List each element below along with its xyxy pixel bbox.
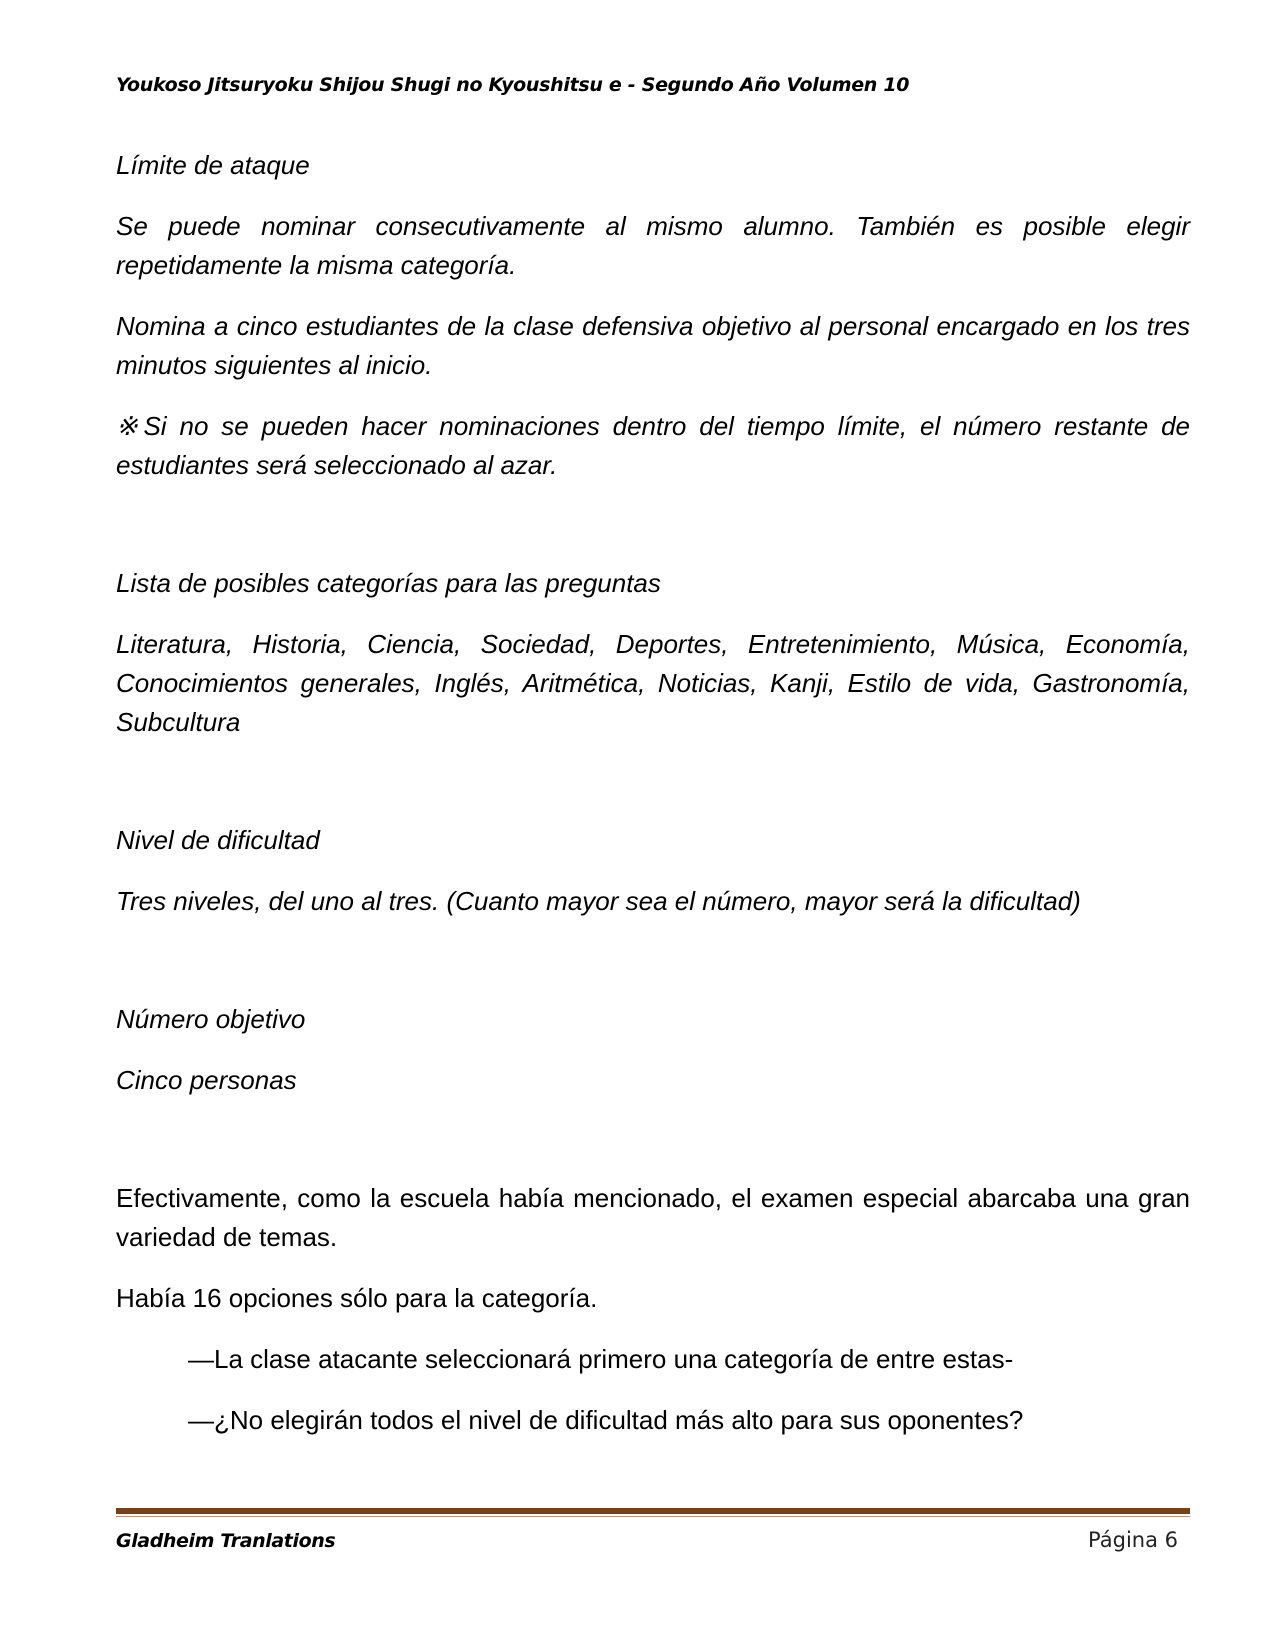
footer-divider-thin bbox=[116, 1516, 1190, 1517]
running-header: Youkoso Jitsuryoku Shijou Shugi no Kyoushitsu e - Segundo Año Volumen 10 bbox=[116, 74, 910, 96]
random-selection-note: ※Si no se pueden hacer nominaciones dentro del tiempo límite, el número restante de estudiantes será seleccionado al azar. bbox=[116, 411, 1190, 480]
section-heading-categories: Lista de posibles categorías para las preguntas bbox=[116, 568, 661, 598]
section-heading-attack-limit: Límite de ataque bbox=[116, 150, 310, 180]
narrative-paragraph: Había 16 opciones sólo para la categoría. bbox=[116, 1283, 598, 1313]
difficulty-text: Tres niveles, del uno al tres. (Cuanto mayor sea el número, mayor será la dificultad) bbox=[116, 886, 1081, 916]
narrative-paragraph: Efectivamente, como la escuela había mencionado, el examen especial abarcaba una gran variedad de temas. bbox=[116, 1183, 1190, 1252]
categories-list: Literatura, Historia, Ciencia, Sociedad, Deportes, Entretenimiento, Música, Economía, Conocimientos generales, Inglés, Aritmética, Noticias, Kanji, Estilo de vida, Gastronomía, Subcultura bbox=[116, 629, 1190, 737]
inner-thought-line: —La clase atacante seleccionará primero una categoría de entre estas- bbox=[188, 1344, 1014, 1374]
attack-limit-paragraph: Se puede nominar consecutivamente al mismo alumno. También es posible elegir repetidamente la misma categoría. bbox=[116, 211, 1190, 280]
section-heading-target: Número objetivo bbox=[116, 1004, 306, 1034]
footer-publisher: Gladheim Tranlations bbox=[116, 1530, 336, 1552]
page-number: Página 6 bbox=[1088, 1528, 1178, 1552]
footer-divider-thick bbox=[116, 1508, 1190, 1514]
footer-divider bbox=[116, 1508, 1190, 1517]
nomination-paragraph: Nomina a cinco estudiantes de la clase defensiva objetivo al personal encargado en los tres minutos siguientes al inicio. bbox=[116, 311, 1190, 380]
page-body bbox=[116, 146, 1190, 1440]
section-heading-difficulty: Nivel de dificultad bbox=[116, 825, 320, 855]
inner-thought-line: —¿No elegirán todos el nivel de dificultad más alto para sus oponentes? bbox=[188, 1405, 1024, 1435]
target-text: Cinco personas bbox=[116, 1065, 297, 1095]
